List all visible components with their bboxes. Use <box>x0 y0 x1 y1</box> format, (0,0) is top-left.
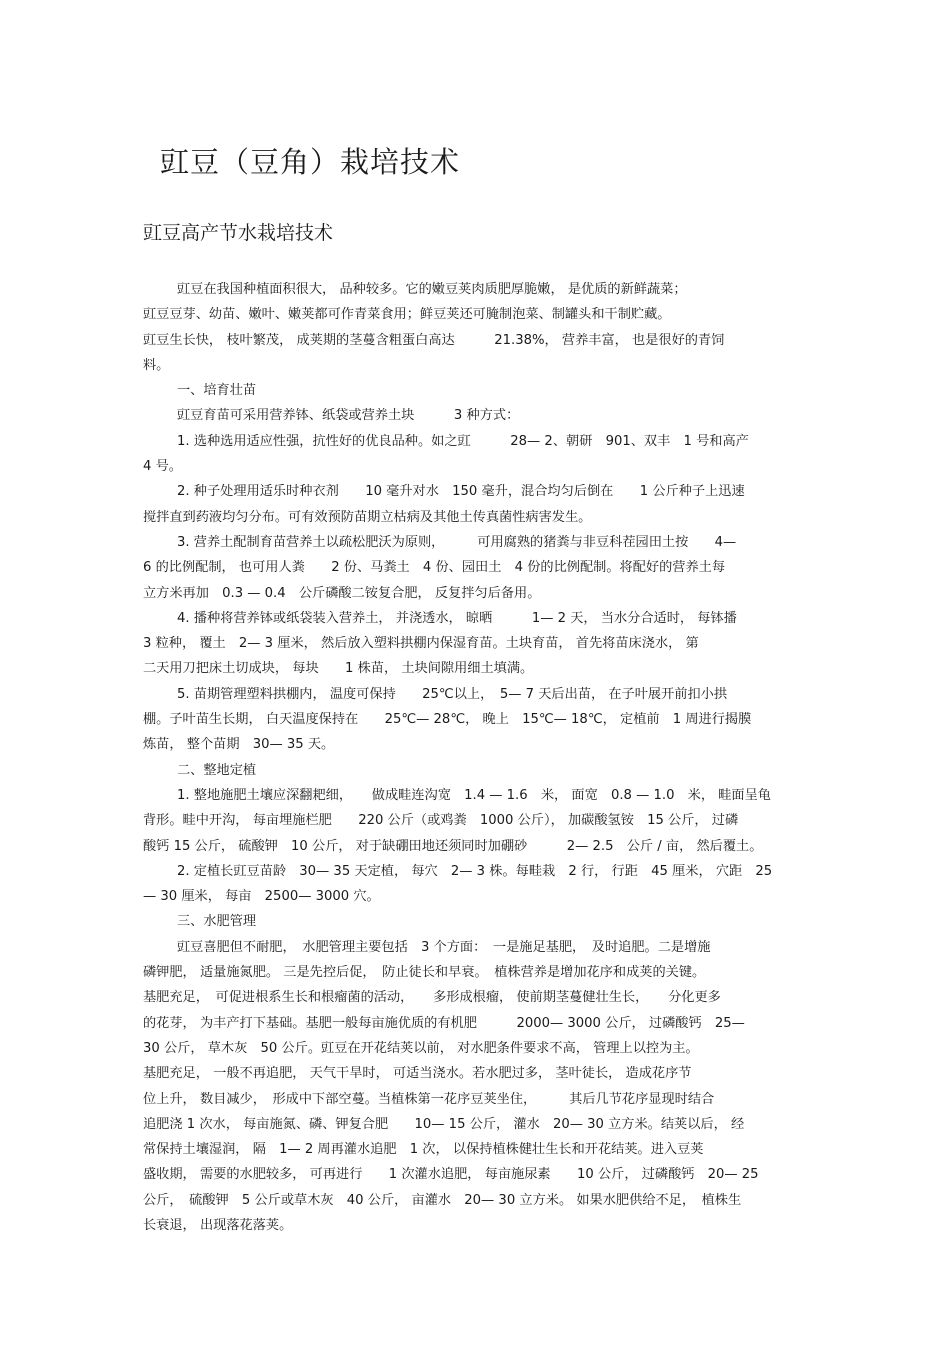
text-line: 基肥充足， 可促进根系生长和根瘤菌的活动， 多形成根瘤， 使前期茎蔓健壮生长， 分化更多 <box>143 990 721 1006</box>
text-line: 基肥充足， 一般不再追肥， 天气干旱时， 可适当浇水。若水肥过多， 茎叶徒长， 造成花序节 <box>143 1066 692 1082</box>
text-line: 三、水肥管理 <box>177 914 257 930</box>
text-line: 位上升， 数目减少， 形成中下部空蔓。当植株第一花序豆荚坐住， 其后几节花序显现时结合 <box>143 1091 715 1107</box>
text-line: 3 粒种， 覆土 2— 3 厘米， 然后放入塑料拱棚内保湿育苗。土块育苗， 首先将苗床浇水， 第 <box>143 636 699 652</box>
text-line: 二、整地定植 <box>177 762 257 778</box>
document-body <box>143 277 811 1238</box>
text-line: 1. 选种选用适应性强，抗性好的优良品种。如之豇 28— 2、朝研 901、双丰 1 号和高产 <box>177 433 749 449</box>
text-line: 酸钙 15 公斤， 硫酸钾 10 公斤， 对于缺硼田地还须同时加硼砂 2— 2.5 公斤 / 亩， 然后覆土。 <box>143 838 763 854</box>
text-line: 盛收期， 需要的水肥较多， 可再进行 1 次灌水追肥， 每亩施尿素 10 公斤， 过磷酸钙 20— 25 <box>143 1167 759 1183</box>
text-line: — 30 厘米， 每亩 2500— 3000 穴。 <box>143 889 380 905</box>
text-line: 的花芽， 为丰产打下基础。基肥一般每亩施优质的有机肥 2000— 3000 公斤， 过磷酸钙 25— <box>143 1015 745 1031</box>
text-line: 1. 整地施肥土壤应深翻耙细， 做成畦连沟宽 1.4 — 1.6 米， 面宽 0.8 — 1.0 米， 畦面呈龟 <box>177 787 771 803</box>
text-line: 4. 播种将营养钵或纸袋装入营养土， 并浇透水， 晾晒 1— 2 天， 当水分合适时， 每钵播 <box>177 610 737 626</box>
text-line: 料。 <box>143 357 170 373</box>
page-title: 豇豆（豆角）栽培技术 <box>160 145 461 179</box>
text-line: 搅拌直到药液均匀分布。可有效预防苗期立枯病及其他土传真菌性病害发生。 <box>143 509 592 525</box>
text-line: 豇豆豆芽、幼苗、嫩叶、嫩荚都可作青菜食用；鲜豆荚还可腌制泡菜、制罐头和干制贮藏。 <box>143 307 671 323</box>
text-line: 6 的比例配制， 也可用人粪 2 份、马粪土 4 份、园田土 4 份的比例配制。将配好的营养土每 <box>143 560 726 576</box>
text-line: 长衰退， 出现落花落荚。 <box>143 1217 293 1233</box>
text-line: 30 公斤， 草木灰 50 公斤。豇豆在开花结荚以前， 对水肥条件要求不高， 管理上以控为主。 <box>143 1040 699 1056</box>
text-line: 3. 营养土配制育苗营养土以疏松肥沃为原则， 可用腐熟的猪粪与非豆科茬园田土按 4— <box>177 534 737 550</box>
text-line: 一、培育壮苗 <box>177 383 257 399</box>
text-line: 2. 定植长豇豆苗龄 30— 35 天定植， 每穴 2— 3 株。每畦栽 2 行， 行距 45 厘米， 穴距 25 <box>177 863 773 879</box>
text-line: 背形。畦中开沟， 每亩埋施栏肥 220 公斤（或鸡粪 1000 公斤）， 加碳酸氢铵 15 公斤， 过磷 <box>143 813 739 829</box>
text-line: 立方米再加 0.3 — 0.4 公斤磷酸二铵复合肥， 反复拌匀后备用。 <box>143 585 541 601</box>
text-line: 2. 种子处理用适乐时种衣剂 10 毫升对水 150 毫升，混合均匀后倒在 1 公斤种子上迅速 <box>177 484 745 500</box>
text-line: 磷钾肥， 适量施氮肥。 三是先控后促， 防止徒长和早衰。 植株营养是增加花序和成荚的关键。 <box>143 965 706 981</box>
text-line: 常保持土壤湿润， 隔 1— 2 周再灌水追肥 1 次， 以保持植株健壮生长和开花结荚。进入豆荚 <box>143 1142 704 1158</box>
text-line: 5. 苗期管理塑料拱棚内， 温度可保持 25℃以上， 5— 7 天后出苗， 在子叶展开前扣小拱 <box>177 686 728 702</box>
text-line: 二天用刀把床土切成块， 每块 1 株苗， 土块间隙用细土填满。 <box>143 661 534 677</box>
text-line: 豇豆生长快， 枝叶繁茂， 成荚期的茎蔓含粗蛋白高达 21.38%， 营养丰富， 也是很好的青饲 <box>143 332 725 348</box>
text-line: 豇豆喜肥但不耐肥， 水肥管理主要包括 3 个方面： 一是施足基肥， 及时追肥。二是增施 <box>177 939 711 955</box>
text-line: 炼苗， 整个苗期 30— 35 天。 <box>143 737 335 753</box>
text-line: 追肥浇 1 次水， 每亩施氮、磷、钾复合肥 10— 15 公斤， 灌水 20— 30 立方米。结荚以后， 经 <box>143 1116 745 1132</box>
text-line: 豇豆在我国种植面积很大， 品种较多。它的嫩豆荚肉质肥厚脆嫩， 是优质的新鲜蔬菜； <box>177 282 687 297</box>
text-line: 棚。子叶苗生长期， 白天温度保持在 25℃— 28℃， 晚上 15℃— 18℃， 定植前 1 周进行揭膜 <box>143 712 752 728</box>
section-subtitle: 豇豆高产节水栽培技术 <box>143 222 334 244</box>
text-line: 公斤， 硫酸钾 5 公斤或草木灰 40 公斤， 亩灌水 20— 30 立方米。 如果水肥供给不足， 植株生 <box>143 1192 742 1208</box>
text-line: 4 号。 <box>143 459 182 475</box>
text-line: 豇豆育苗可采用营养钵、纸袋或营养土块 3 种方式： <box>177 408 520 424</box>
